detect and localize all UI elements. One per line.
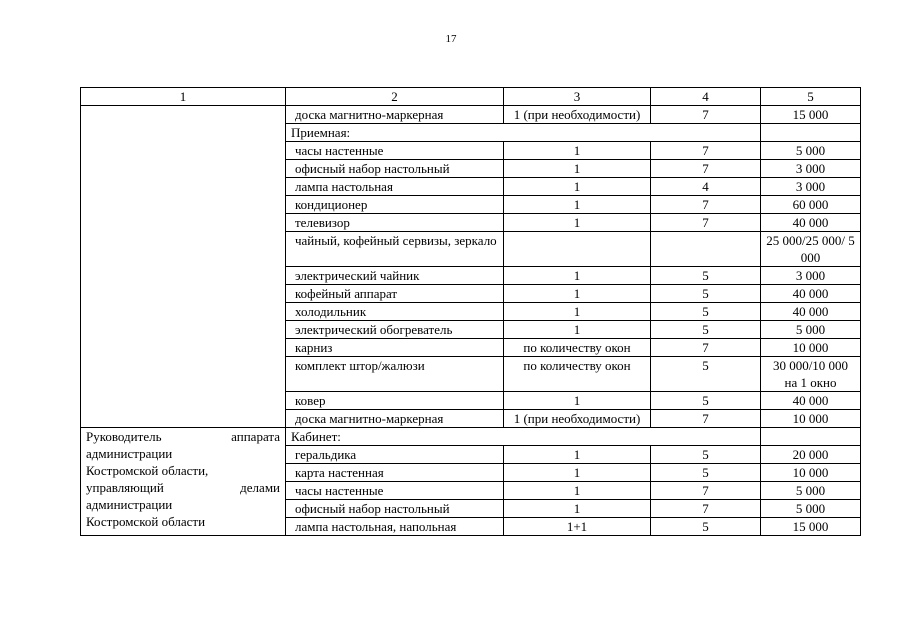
position-cell <box>81 428 286 536</box>
item-years: 7 <box>651 160 761 178</box>
item-name: карниз <box>286 339 504 357</box>
item-years: 5 <box>651 464 761 482</box>
item-qty: 1 <box>504 464 651 482</box>
item-qty: 1+1 <box>504 518 651 536</box>
section-empty <box>761 124 861 142</box>
item-years: 5 <box>651 392 761 410</box>
item-price: 15 000 <box>761 518 861 536</box>
item-years: 7 <box>651 142 761 160</box>
position-line: Руководитель аппарата <box>86 429 280 444</box>
item-qty: 1 (при необходимости) <box>504 106 651 124</box>
item-price: 40 000 <box>761 303 861 321</box>
page-number: 17 <box>445 33 457 45</box>
item-qty: 1 <box>504 142 651 160</box>
item-price: 3 000 <box>761 267 861 285</box>
item-name: офисный набор настольный <box>286 160 504 178</box>
item-years: 5 <box>651 321 761 339</box>
item-years: 5 <box>651 285 761 303</box>
item-qty: 1 <box>504 303 651 321</box>
item-price: 20 000 <box>761 446 861 464</box>
table-row <box>81 106 861 124</box>
item-name: лампа настольная, напольная <box>286 518 504 536</box>
item-name: доска магнитно-маркерная <box>286 410 504 428</box>
item-name: электрический чайник <box>286 267 504 285</box>
item-qty: 1 (при необходимости) <box>504 410 651 428</box>
item-price: 40 000 <box>761 214 861 232</box>
item-qty: 1 <box>504 446 651 464</box>
item-qty: 1 <box>504 392 651 410</box>
item-qty: 1 <box>504 160 651 178</box>
position-line: Костромской области <box>86 514 206 529</box>
item-name: кондиционер <box>286 196 504 214</box>
item-years: 4 <box>651 178 761 196</box>
item-name: геральдика <box>286 446 504 464</box>
section-title: Кабинет: <box>286 428 761 446</box>
item-qty: 1 <box>504 178 651 196</box>
item-price: 40 000 <box>761 285 861 303</box>
item-years: 5 <box>651 303 761 321</box>
item-price: 40 000 <box>761 392 861 410</box>
item-name: холодильник <box>286 303 504 321</box>
item-name: чайный, кофейный сервизы, зеркало <box>286 232 504 267</box>
item-price: 10 000 <box>761 464 861 482</box>
item-qty: 1 <box>504 482 651 500</box>
item-name: офисный набор настольный <box>286 500 504 518</box>
position-line: администрации <box>86 497 173 512</box>
item-price: 10 000 <box>761 410 861 428</box>
item-qty: 1 <box>504 285 651 303</box>
item-name: телевизор <box>286 214 504 232</box>
item-years: 5 <box>651 446 761 464</box>
item-qty: 1 <box>504 196 651 214</box>
item-qty: 1 <box>504 267 651 285</box>
item-name: кофейный аппарат <box>286 285 504 303</box>
position-line: администрации <box>86 446 173 461</box>
item-price: 25 000/25 000/ 5 000 <box>761 232 861 267</box>
item-name: ковер <box>286 392 504 410</box>
header-row <box>81 88 861 106</box>
item-price: 3 000 <box>761 160 861 178</box>
item-price: 30 000/10 000 на 1 окно <box>761 357 861 392</box>
header-col-3: 3 <box>504 88 651 106</box>
item-years: 7 <box>651 410 761 428</box>
item-years: 7 <box>651 482 761 500</box>
item-price: 60 000 <box>761 196 861 214</box>
item-qty: 1 <box>504 500 651 518</box>
item-price: 5 000 <box>761 321 861 339</box>
header-col-4: 4 <box>651 88 761 106</box>
item-price: 5 000 <box>761 482 861 500</box>
item-qty: по количеству окон <box>504 357 651 392</box>
norms-table <box>80 87 861 536</box>
item-name: комплект штор/жалюзи <box>286 357 504 392</box>
section-title: Приемная: <box>286 124 761 142</box>
item-name: часы настенные <box>286 142 504 160</box>
item-years <box>651 232 761 267</box>
item-price: 5 000 <box>761 500 861 518</box>
item-price: 3 000 <box>761 178 861 196</box>
section-empty <box>761 428 861 446</box>
section-row <box>81 428 861 446</box>
item-years: 5 <box>651 518 761 536</box>
header-col-1: 1 <box>81 88 286 106</box>
position-cell-empty <box>81 106 286 428</box>
header-col-2: 2 <box>286 88 504 106</box>
item-qty: по количеству окон <box>504 339 651 357</box>
header-col-5: 5 <box>761 88 861 106</box>
item-name: карта настенная <box>286 464 504 482</box>
item-price: 15 000 <box>761 106 861 124</box>
item-price: 10 000 <box>761 339 861 357</box>
item-years: 7 <box>651 214 761 232</box>
item-qty: 1 <box>504 321 651 339</box>
item-years: 7 <box>651 196 761 214</box>
item-qty: 1 <box>504 214 651 232</box>
position-line: Костромской области, <box>86 463 209 478</box>
item-years: 5 <box>651 357 761 392</box>
item-name: лампа настольная <box>286 178 504 196</box>
item-name: доска магнитно-маркерная <box>286 106 504 124</box>
item-name: часы настенные <box>286 482 504 500</box>
item-price: 5 000 <box>761 142 861 160</box>
item-years: 5 <box>651 267 761 285</box>
item-years: 7 <box>651 500 761 518</box>
item-years: 7 <box>651 339 761 357</box>
item-name: электрический обогреватель <box>286 321 504 339</box>
item-years: 7 <box>651 106 761 124</box>
item-qty <box>504 232 651 267</box>
position-line: управляющий делами <box>86 480 280 495</box>
